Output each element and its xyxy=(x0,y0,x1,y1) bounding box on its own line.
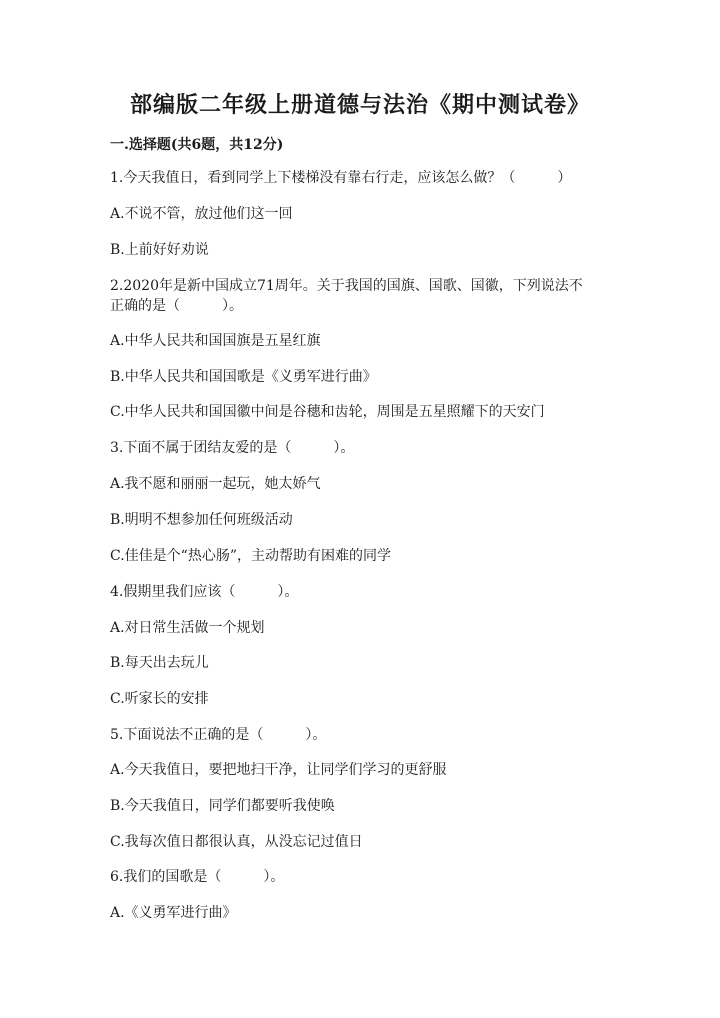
question-4-stem: 4.假期里我们应该（ ）。 xyxy=(110,584,299,600)
section-heading: 一.选择题(共6题，共12分) xyxy=(110,137,284,153)
question-2-stem-line-2: 正确的是（ ）。 xyxy=(110,298,243,314)
question-4-option-b: B.每天出去玩儿 xyxy=(110,655,209,671)
question-1-option-a: A.不说不管，放过他们这一回 xyxy=(110,206,293,222)
question-2-stem-line-1: 2.2020年是新中国成立71周年。关于我国的国旗、国歌、国徽，下列说法不 xyxy=(110,278,583,294)
question-3-option-a: A.我不愿和丽丽一起玩，她太娇气 xyxy=(110,476,321,492)
question-4-option-c: C.听家长的安排 xyxy=(110,691,209,707)
question-6-option-a: A.《义勇军进行曲》 xyxy=(110,905,237,921)
question-2-option-a: A.中华人民共和国国旗是五星红旗 xyxy=(110,333,321,349)
question-3-option-b: B.明明不想参加任何班级活动 xyxy=(110,512,293,528)
question-5-stem: 5.下面说法不正确的是（ ）。 xyxy=(110,727,327,743)
question-2-option-b: B.中华人民共和国国歌是《义勇军进行曲》 xyxy=(110,369,377,385)
question-1-option-b: B.上前好好劝说 xyxy=(110,242,209,258)
question-5-option-b: B.今天我值日，同学们都要听我使唤 xyxy=(110,798,335,814)
question-3-option-c: C.佳佳是个“热心肠”，主动帮助有困难的同学 xyxy=(110,548,391,564)
question-5-option-c: C.我每次值日都很认真，从没忘记过值日 xyxy=(110,834,363,850)
question-6-stem: 6.我们的国歌是（ ）。 xyxy=(110,869,285,885)
question-5-option-a: A.今天我值日，要把地扫干净，让同学们学习的更舒服 xyxy=(110,762,447,778)
question-1-stem: 1.今天我值日，看到同学上下楼梯没有靠右行走，应该怎么做？（ ） xyxy=(110,170,572,186)
question-4-option-a: A.对日常生活做一个规划 xyxy=(110,620,265,636)
question-2-option-c: C.中华人民共和国国徽中间是谷穗和齿轮，周围是五星照耀下的天安门 xyxy=(110,404,545,420)
question-3-stem: 3.下面不属于团结友爱的是（ ）。 xyxy=(110,440,355,456)
page-title: 部编版二年级上册道德与法治《期中测试卷》 xyxy=(129,92,590,118)
